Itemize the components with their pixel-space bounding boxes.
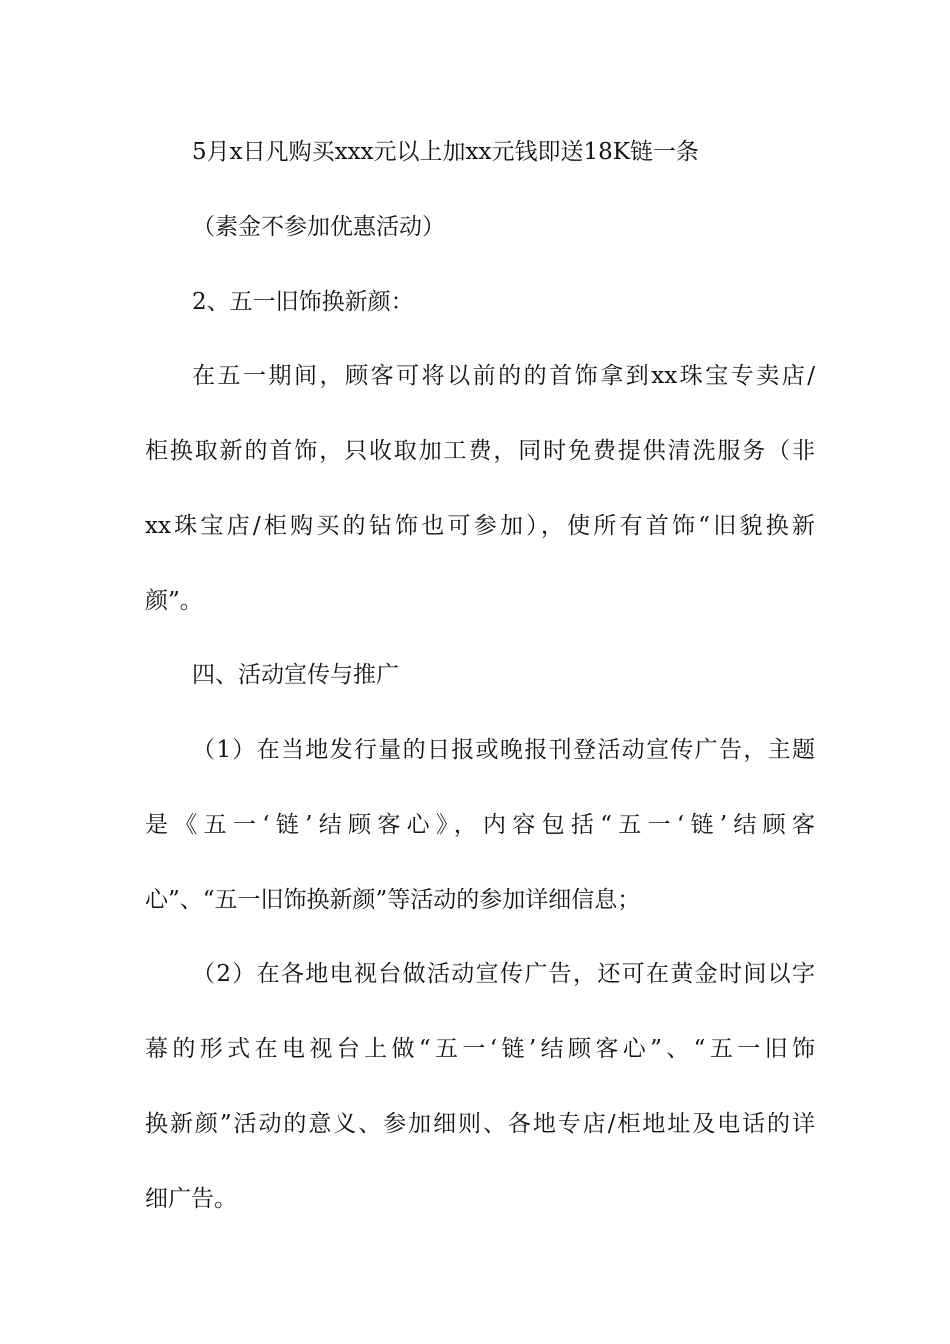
paragraph-line: （1）在当地发行量的日报或晚报刊登活动宣传广告，主题: [192, 737, 815, 763]
paragraph-line: 颜”。: [145, 588, 203, 614]
paragraph-line: 幕的形式在电视台上做“五一‘链’结顾客心”、“五一旧饰: [145, 1036, 815, 1062]
section-heading-old-jewelry: 2、五一旧饰换新颜：: [192, 289, 414, 315]
paragraph-line: 细广告。: [145, 1186, 237, 1212]
paragraph-line: 是《五一‘链’结顾客心》，内容包括“五一‘链’结顾客: [145, 812, 815, 838]
section-heading-promotion: 四、活动宣传与推广: [192, 662, 399, 688]
paragraph-line-promo: 5月x日凡购买xxx元以上加xx元钱即送18K链一条: [192, 139, 699, 165]
paragraph-line: 心”、“五一旧饰换新颜”等活动的参加详细信息；: [145, 887, 641, 913]
paragraph-line: 换新颜”活动的意义、参加细则、各地专店/柜地址及电话的详: [145, 1111, 815, 1137]
paragraph-line: 柜换取新的首饰，只收取加工费，同时免费提供清洗服务（非: [145, 438, 815, 464]
paragraph-line: （2）在各地电视台做活动宣传广告，还可在黄金时间以字: [192, 961, 815, 987]
paragraph-line: 在五一期间，顾客可将以前的的首饰拿到xx珠宝专卖店/: [192, 363, 815, 389]
paragraph-line-note: （素金不参加优惠活动）: [192, 214, 445, 240]
paragraph-line: xx珠宝店/柜购买的钻饰也可参加），使所有首饰“旧貌换新: [145, 513, 815, 539]
